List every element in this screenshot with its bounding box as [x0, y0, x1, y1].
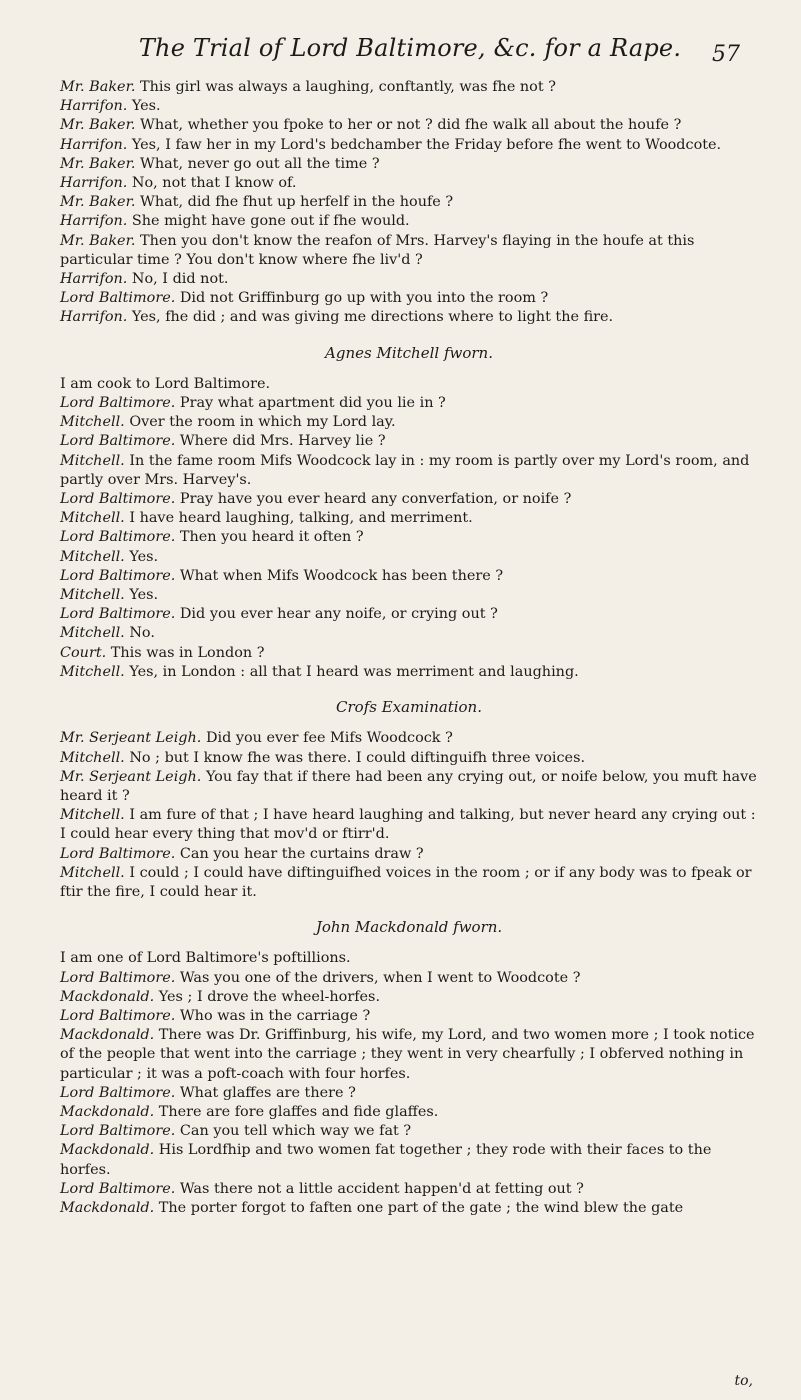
dialogue-line — [60, 490, 758, 509]
speech-text: Did you ever hear any noife, or crying out ? — [179, 606, 498, 623]
speaker-name: Lord Baltimore. — [60, 1084, 176, 1101]
speaker-name: Harrifon. — [60, 98, 128, 115]
dialogue-line — [60, 413, 758, 432]
speech-text: Where did Mrs. Harvey lie ? — [179, 433, 386, 450]
dialogue-line — [60, 1180, 758, 1199]
speaker-name: Lord Baltimore. — [60, 395, 176, 412]
speaker-name: Mr. Baker. — [60, 232, 136, 249]
catchword: to, — [734, 1373, 753, 1389]
speaker-name: Mitchell. — [60, 452, 125, 469]
running-title: The Trial of Lord Baltimore, &c. for a Rape. — [138, 34, 682, 62]
speech-text: What when Mifs Woodcock has been there ? — [179, 567, 504, 584]
speech-text: What, whether you fpoke to her or not ? did fhe walk all about the houfe ? — [140, 117, 682, 134]
speaker-name: Mr. Serjeant Leigh. — [60, 730, 202, 747]
dialogue-line — [60, 548, 758, 567]
dialogue-line — [60, 644, 758, 663]
dialogue-line — [60, 663, 758, 682]
speech-text: I am fure of that ; I have heard laughing and talking, but never heard any crying out : I could hear every thing that mov'd or ftirr'd. — [60, 807, 756, 843]
speaker-name: Harrifon. — [60, 175, 128, 192]
speech-text: I could ; I could have diftinguifhed voices in the room ; or if any body was to fpeak or ftir the fire, I could hear it. — [60, 864, 752, 900]
speaker-name: Lord Baltimore. — [60, 290, 176, 307]
dialogue-line — [60, 97, 758, 116]
dialogue-line — [60, 605, 758, 624]
speech-text: The porter forgot to faften one part of the gate ; the wind blew the gate — [158, 1199, 684, 1216]
speaker-name: Mitchell. — [60, 864, 125, 881]
dialogue-line — [60, 969, 758, 988]
speech-text: I am cook to Lord Baltimore. — [60, 375, 271, 392]
speech-text: You fay that if there had been any crying out, or noife below, you muft have heard it ? — [60, 768, 757, 804]
dialogue-line — [60, 212, 758, 231]
speaker-name: Lord Baltimore. — [60, 845, 176, 862]
dialogue-line — [60, 174, 758, 193]
speaker-name: Lord Baltimore. — [60, 969, 176, 986]
speech-text: There was Dr. Griffinburg, his wife, my Lord, and two women more ; I took notice of the people that went into the carriage ; they went in very chearfully ; I obferved nothing in particular ; it was a poft-coach with four horfes. — [60, 1027, 755, 1082]
dialogue-line — [60, 375, 758, 394]
speaker-name: Harrifon. — [60, 271, 128, 288]
dialogue-line — [60, 136, 758, 155]
speech-text: What glaffes are there ? — [179, 1084, 356, 1101]
speech-text: Did you ever fee Mifs Woodcock ? — [205, 730, 453, 747]
speaker-name: Mitchell. — [60, 807, 125, 824]
speaker-name: Mitchell. — [60, 663, 125, 680]
section-heading-mitchell: Agnes Mitchell fworn. — [325, 343, 493, 362]
dialogue-line — [60, 567, 758, 586]
speaker-name: Lord Baltimore. — [60, 529, 176, 546]
dialogue-line — [60, 509, 758, 528]
speaker-name: Mr. Serjeant Leigh. — [60, 768, 202, 785]
speech-text: Yes, fhe did ; and was giving me directions where to light the fire. — [131, 309, 614, 326]
speech-text: Then you heard it often ? — [179, 529, 364, 546]
page-number: 57 — [712, 42, 740, 67]
speaker-name: Mackdonald. — [60, 988, 155, 1005]
speech-text: Yes. — [129, 548, 159, 565]
dialogue-line — [60, 452, 758, 490]
dialogue-line — [60, 270, 758, 289]
speech-text: Can you tell which way we fat ? — [179, 1123, 412, 1140]
speech-text: Who was in the carriage ? — [179, 1007, 371, 1024]
speaker-name: Lord Baltimore. — [60, 1180, 176, 1197]
speaker-name: Mitchell. — [60, 414, 125, 431]
speaker-name: Mitchell. — [60, 548, 125, 565]
speech-text: Pray have you ever heard any converfation, or noife ? — [179, 491, 572, 508]
speaker-name: Mr. Baker. — [60, 194, 136, 211]
speech-text: I have heard laughing, talking, and merriment. — [129, 510, 473, 527]
speaker-name: Mr. Baker. — [60, 79, 136, 95]
speech-text: What, never go out all the time ? — [140, 155, 380, 172]
dialogue-line — [60, 232, 758, 270]
dialogue-line — [60, 116, 758, 135]
speaker-name: Mitchell. — [60, 510, 125, 527]
dialogue-line — [60, 624, 758, 643]
body-text — [60, 78, 758, 1218]
running-header — [80, 34, 740, 74]
dialogue-line — [60, 1026, 758, 1084]
speaker-name: Lord Baltimore. — [60, 1007, 176, 1024]
speaker-name: Harrifon. — [60, 213, 128, 230]
speaker-name: Mackdonald. — [60, 1199, 155, 1216]
speech-text: This was in London ? — [110, 644, 265, 661]
speaker-name: Mr. Baker. — [60, 117, 136, 134]
speech-text: His Lordfhip and two women fat together ; they rode with their faces to the horfes. — [60, 1142, 712, 1178]
dialogue-line — [60, 806, 758, 844]
speech-text: Was there not a little accident happen'd at fetting out ? — [179, 1180, 584, 1197]
speech-text: Over the room in which my Lord lay. — [129, 414, 396, 431]
testimony-cross-examination — [60, 729, 758, 902]
dialogue-line — [60, 845, 758, 864]
dialogue-line — [60, 749, 758, 768]
speaker-name: Mackdonald. — [60, 1103, 155, 1120]
speaker-name: Harrifon. — [60, 136, 128, 153]
speech-text: This girl was always a laughing, conftantly, was fhe not ? — [140, 79, 556, 95]
dialogue-line — [60, 729, 758, 748]
speaker-name: Court. — [60, 644, 107, 661]
speech-text: No, not that I know of. — [131, 175, 297, 192]
dialogue-line — [60, 289, 758, 308]
speech-text: Yes ; I drove the wheel-horfes. — [158, 988, 381, 1005]
dialogue-line — [60, 988, 758, 1007]
dialogue-line — [60, 432, 758, 451]
speaker-name: Lord Baltimore. — [60, 433, 176, 450]
speaker-name: Lord Baltimore. — [60, 567, 176, 584]
speaker-name: Mr. Baker. — [60, 155, 136, 172]
speech-text: No ; but I know fhe was there. I could diftinguifh three voices. — [129, 749, 586, 766]
speech-text: Yes. — [131, 98, 161, 115]
speaker-name: Mitchell. — [60, 625, 125, 642]
section-heading-cross-examination: Crofs Examination. — [336, 698, 482, 717]
dialogue-line — [60, 949, 758, 968]
dialogue-line — [60, 1084, 758, 1103]
dialogue-line — [60, 155, 758, 174]
section-heading-mackdonald: John Mackdonald fworn. — [315, 918, 503, 937]
dialogue-line — [60, 768, 758, 806]
speech-text: Yes, I faw her in my Lord's bedchamber the Friday before fhe went to Woodcote. — [131, 136, 722, 153]
speech-text: I am one of Lord Baltimore's poftillions. — [60, 950, 351, 967]
speaker-name: Lord Baltimore. — [60, 1123, 176, 1140]
speech-text: Then you don't know the reafon of Mrs. Harvey's flaying in the houfe at this particular time ? You don't know where fhe liv'd ? — [60, 232, 695, 268]
speech-text: No, I did not. — [131, 271, 229, 288]
speaker-name: Lord Baltimore. — [60, 606, 176, 623]
dialogue-line — [60, 1141, 758, 1179]
dialogue-line — [60, 1122, 758, 1141]
speech-text: She might have gone out if fhe would. — [131, 213, 410, 230]
speaker-name: Harrifon. — [60, 309, 128, 326]
speech-text: Yes. — [129, 587, 159, 604]
speaker-name: Lord Baltimore. — [60, 491, 176, 508]
speech-text: Was you one of the drivers, when I went to Woodcote ? — [179, 969, 581, 986]
dialogue-line — [60, 78, 758, 97]
dialogue-line — [60, 1103, 758, 1122]
dialogue-line — [60, 586, 758, 605]
speech-text: No. — [129, 625, 155, 642]
speaker-name: Mitchell. — [60, 749, 125, 766]
speech-text: Can you hear the curtains draw ? — [179, 845, 424, 862]
speech-text: There are fore glaffes and fide glaffes. — [158, 1103, 439, 1120]
dialogue-line — [60, 528, 758, 547]
dialogue-line — [60, 308, 758, 327]
testimony-mackdonald — [60, 949, 758, 1218]
dialogue-line — [60, 394, 758, 413]
speech-text: What, did fhe fhut up herfelf in the houfe ? — [140, 194, 454, 211]
testimony-harrison — [60, 78, 758, 328]
dialogue-line — [60, 193, 758, 212]
dialogue-line — [60, 1007, 758, 1026]
speaker-name: Mitchell. — [60, 587, 125, 604]
speaker-name: Mackdonald. — [60, 1142, 155, 1159]
speaker-name: Mackdonald. — [60, 1027, 155, 1044]
speech-text: Pray what apartment did you lie in ? — [179, 395, 446, 412]
speech-text: In the fame room Mifs Woodcock lay in : my room is partly over my Lord's room, and partly over Mrs. Harvey's. — [60, 452, 750, 488]
testimony-mitchell — [60, 375, 758, 682]
dialogue-line — [60, 1199, 758, 1218]
speech-text: Yes, in London : all that I heard was merriment and laughing. — [129, 663, 579, 680]
dialogue-line — [60, 864, 758, 902]
speech-text: Did not Griffinburg go up with you into the room ? — [179, 290, 549, 307]
